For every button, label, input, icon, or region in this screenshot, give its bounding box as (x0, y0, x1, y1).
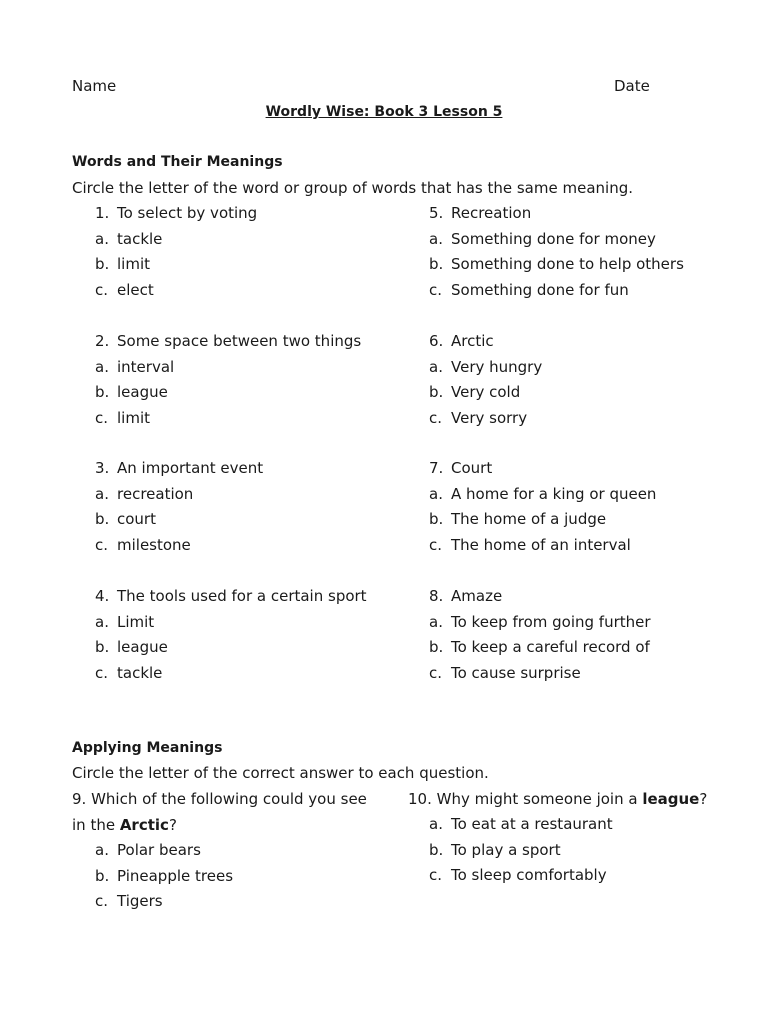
question-4-option-marker: c. (95, 663, 109, 682)
question-1-option-marker: b. (95, 255, 110, 273)
question-1-prompt-marker: 1. (95, 204, 110, 222)
question-10-option-text: To sleep comfortably (451, 866, 607, 884)
question-9-option-marker: b. (95, 866, 110, 885)
question-3-option-marker: a. (95, 484, 109, 503)
question-4-prompt-marker: 4. (95, 587, 110, 605)
question-10-option-marker: c. (429, 866, 443, 884)
question-1-option-marker: a. (95, 229, 109, 248)
question-1-option-text: limit (117, 255, 150, 273)
question-8-option-marker: b. (429, 638, 444, 656)
question-7-prompt-text: Court (451, 459, 493, 477)
question-5-option-marker: a. (429, 229, 443, 248)
question-2-option-text: limit (117, 408, 150, 427)
question-5-option-text: Something done to help others (451, 255, 684, 273)
question-3-prompt-text: An important event (117, 459, 264, 477)
question-2-prompt-text: Some space between two things (117, 332, 362, 350)
question-3-option-marker: b. (95, 510, 110, 528)
section2-heading: Applying Meanings (72, 740, 223, 756)
question-7-option-text: The home of an interval (451, 535, 631, 554)
question-7-option-marker: b. (429, 510, 444, 528)
section1-instructions: Circle the letter of the word or group of words that has the same meaning. (72, 179, 633, 197)
question-5-option-marker: b. (429, 255, 444, 273)
question-7-option-text: The home of a judge (451, 510, 607, 528)
question-6-option-marker: b. (429, 383, 444, 401)
name-label: Name (72, 77, 117, 95)
question-5-option-text: Something done for fun (451, 280, 629, 299)
question-9-option-marker: c. (95, 892, 109, 910)
question-4-prompt-text: The tools used for a certain sport (117, 587, 367, 605)
keyword-league: league (642, 790, 700, 808)
question-3-option-text: recreation (117, 484, 194, 503)
question-8-option-text: To cause surprise (451, 663, 581, 682)
question-7-option-marker: a. (429, 484, 443, 503)
question-10-prompt: 10. Why might someone join a league? (408, 790, 708, 808)
question-6-option-text: Very cold (451, 383, 521, 401)
question-3-option-text: court (117, 510, 156, 528)
question-4-option-marker: a. (95, 612, 109, 631)
date-label: Date (614, 77, 650, 95)
question-2-option-marker: a. (95, 357, 109, 376)
question-3-option-marker: c. (95, 535, 109, 554)
question-3-option-text: milestone (117, 535, 191, 554)
question-8-option-text: To keep from going further (451, 612, 651, 631)
question-8-option-marker: c. (429, 663, 443, 682)
question-4-option-text: Limit (117, 612, 155, 631)
question-9-option-marker: a. (95, 841, 109, 859)
question-8-prompt-marker: 8. (429, 587, 444, 605)
question-9-line1: 9. Which of the following could you see (72, 790, 367, 808)
question-10-option-marker: a. (429, 815, 443, 833)
question-2-prompt-marker: 2. (95, 332, 110, 350)
question-9-option-text: Tigers (117, 892, 163, 910)
question-8-option-marker: a. (429, 612, 443, 631)
question-7-prompt-marker: 7. (429, 459, 444, 477)
question-6-option-text: Very hungry (451, 357, 543, 376)
question-6-prompt-marker: 6. (429, 332, 444, 350)
question-2-option-marker: c. (95, 408, 109, 427)
question-2-option-marker: b. (95, 383, 110, 401)
question-10-option-text: To eat at a restaurant (451, 815, 613, 833)
question-5-option-marker: c. (429, 280, 443, 299)
section2-instructions: Circle the letter of the correct answer to each question. (72, 764, 489, 782)
question-6-option-marker: a. (429, 357, 443, 376)
question-5-prompt-text: Recreation (451, 204, 532, 222)
question-1-option-marker: c. (95, 280, 109, 299)
question-5-option-text: Something done for money (451, 229, 656, 248)
question-9-option-text: Pineapple trees (117, 866, 234, 885)
question-7-option-marker: c. (429, 535, 443, 554)
question-1-prompt-text: To select by voting (117, 204, 258, 222)
question-2-option-text: league (117, 383, 168, 401)
question-6-prompt-text: Arctic (451, 332, 494, 350)
question-10-option-text: To play a sport (451, 840, 561, 859)
question-5-prompt-marker: 5. (429, 204, 444, 222)
question-9-line2: in the Arctic? (72, 816, 177, 834)
question-6-option-marker: c. (429, 408, 443, 427)
question-9-option-text: Polar bears (117, 841, 201, 859)
question-4-option-text: tackle (117, 663, 163, 682)
question-3-prompt-marker: 3. (95, 459, 110, 477)
question-7-option-text: A home for a king or queen (451, 484, 657, 503)
question-8-prompt-text: Amaze (451, 587, 503, 605)
question-1-option-text: elect (117, 280, 154, 299)
question-1-option-text: tackle (117, 229, 163, 248)
question-6-option-text: Very sorry (451, 408, 528, 427)
page-title: Wordly Wise: Book 3 Lesson 5 (265, 104, 503, 120)
question-8-option-text: To keep a careful record of (451, 638, 650, 656)
question-4-option-marker: b. (95, 638, 110, 656)
question-10-option-marker: b. (429, 840, 444, 859)
section1-heading: Words and Their Meanings (72, 154, 283, 170)
question-4-option-text: league (117, 638, 168, 656)
question-2-option-text: interval (117, 357, 175, 376)
keyword-arctic: Arctic (119, 816, 169, 834)
